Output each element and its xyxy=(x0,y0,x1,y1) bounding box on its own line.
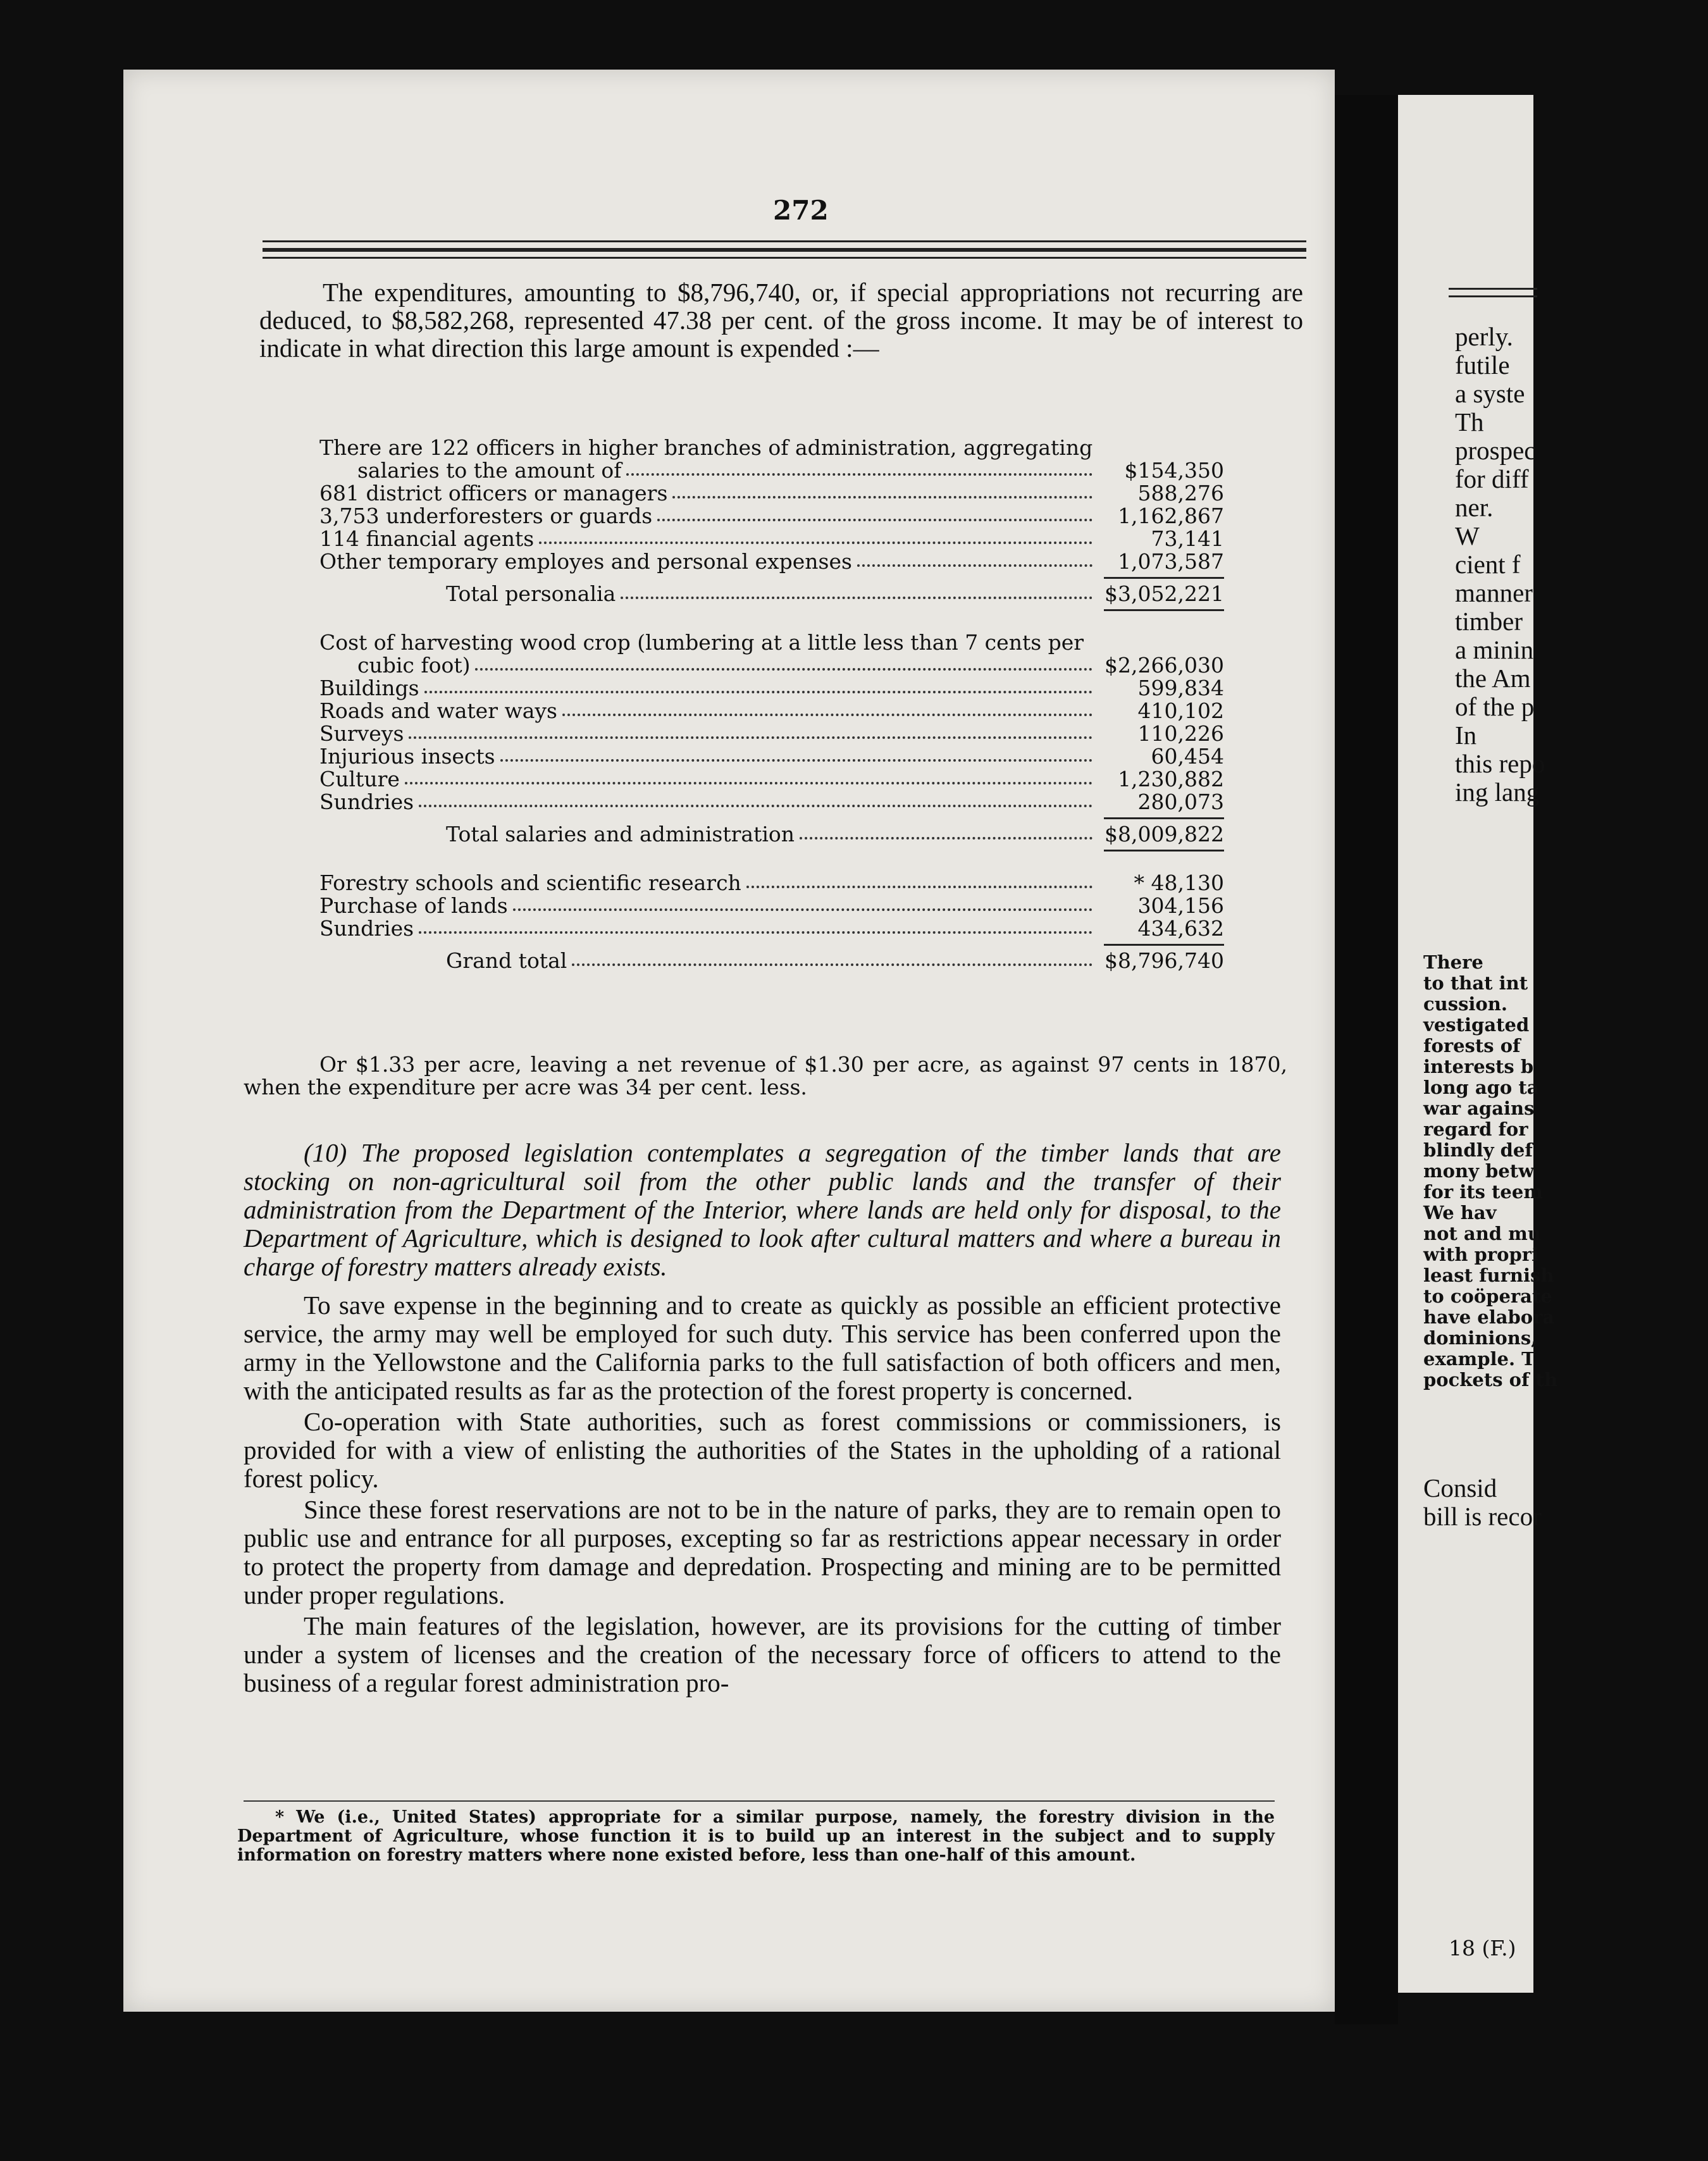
text-line: cient f xyxy=(1455,550,1521,579)
text-line: We hav xyxy=(1423,1202,1497,1223)
total-personalia-row: Total personalia $3,052,221 xyxy=(446,581,1224,606)
expenditure-table xyxy=(319,437,1224,972)
per-acre-note: Or $1.33 per acre, leaving a net revenue of $1.30 per acre, as against 97 cents in 1870, when the expenditure per acre was 34 per cent. less. xyxy=(244,1052,1287,1099)
text-line: a minin xyxy=(1455,635,1534,664)
row-value: 73,141 xyxy=(1151,526,1224,551)
table-row xyxy=(319,550,1224,573)
text-line: W xyxy=(1455,521,1480,550)
row-value: 1,162,867 xyxy=(1118,504,1224,528)
header-rule xyxy=(263,248,1306,252)
text-line: least furnish xyxy=(1423,1265,1554,1286)
text-line: the Am xyxy=(1455,664,1531,693)
text-line: ner. xyxy=(1455,493,1494,522)
text-line: vestigated xyxy=(1423,1014,1530,1036)
row-label: 681 district officers or managers xyxy=(319,481,668,505)
row-label: Sundries xyxy=(319,916,414,941)
text-line: of the p xyxy=(1455,692,1535,721)
sum-rule xyxy=(1104,609,1224,611)
table-row xyxy=(319,677,1224,700)
header-rule xyxy=(263,240,1306,242)
row-value: 1,073,587 xyxy=(1118,549,1224,574)
row-value: 110,226 xyxy=(1137,721,1224,746)
row-label: Sundries xyxy=(319,789,414,814)
text-line: futile xyxy=(1455,350,1510,380)
sum-rule xyxy=(1104,817,1224,819)
text-line: regard for xyxy=(1423,1118,1528,1140)
grand-total-row: Grand total $8,796,740 xyxy=(446,948,1224,973)
intro-paragraph: The expenditures, amounting to $8,796,740, or, if special appropriations not recurring are deduced, to $8,582,268, represented 47.38 per cent. of the gross income. It may be of interest to indicate in what direction this large amount is expended :— xyxy=(259,278,1303,362)
text-line: manner xyxy=(1455,578,1533,607)
text-line: cussion. xyxy=(1423,993,1507,1015)
row-value: 588,276 xyxy=(1137,481,1224,505)
text-line: with propri xyxy=(1423,1244,1539,1265)
text-line: prospec xyxy=(1455,436,1536,465)
row-label: Other temporary employes and personal expenses xyxy=(319,549,852,574)
text-line: Consid xyxy=(1423,1473,1497,1502)
text-line: timber xyxy=(1455,607,1523,636)
table-row xyxy=(319,437,1224,459)
text-line: example. T xyxy=(1423,1348,1535,1370)
row-label: 3,753 underforesters or guards xyxy=(319,504,653,528)
table-row xyxy=(319,700,1224,722)
footnote: * We (i.e., United States) appropriate for a similar purpose, namely, the forestry division in the Department of Agriculture, whose function it is to build up an interest in the subject and to supply information on forestry matters where none existed before, less than one-half of this amount. xyxy=(237,1807,1275,1865)
total-salaries-row: Total salaries and administration $8,009,822 xyxy=(446,822,1224,846)
text-line: In xyxy=(1455,721,1477,750)
row-label: Buildings xyxy=(319,676,419,700)
text-line: ing lang xyxy=(1455,777,1540,807)
text-line: pockets of th xyxy=(1423,1369,1558,1390)
paragraph-cooperation: Co-operation with State authorities, such as forest commissions or commissioners, is provided for with a view of enlisting the authorities of the States in the upholding of a rational forest policy. xyxy=(244,1407,1281,1493)
paragraph-10: (10) The proposed legislation contemplates a segregation of the timber lands that are stocking on non-agricultural soil from the other public lands and the transfer of their administration from the Department of the Interior, where lands are held only for disposal, to the Department of Agriculture, which is designed to look after cultural matters and where a bureau in charge of forestry matters already exists. xyxy=(244,1138,1281,1281)
row-value: 304,156 xyxy=(1137,893,1224,918)
text-line: mony betw xyxy=(1423,1160,1535,1182)
row-value: $154,350 xyxy=(1124,458,1224,483)
row-label: Purchase of lands xyxy=(319,893,508,918)
row-value: 410,102 xyxy=(1137,698,1224,723)
right-page-text xyxy=(1455,323,1708,807)
row-label: Roads and water ways xyxy=(319,698,557,723)
operations-group xyxy=(319,631,1224,814)
table-row xyxy=(319,895,1224,917)
personnel-group xyxy=(319,437,1224,573)
paragraph-since: Since these forest reservations are not to be in the nature of parks, they are to remain open to public use and entrance for all purposes, excepting so far as restrictions appear necessary in order to protect the property from damage and depredation. Prospecting and mining are to be permitted under proper regulations. xyxy=(244,1495,1281,1609)
table-row xyxy=(319,482,1224,505)
table-row xyxy=(319,745,1224,768)
table-row xyxy=(319,768,1224,791)
table-row xyxy=(319,917,1224,940)
row-value: 434,632 xyxy=(1137,916,1224,941)
table-row xyxy=(319,654,1224,677)
table-row xyxy=(319,631,1224,654)
row-label: cubic foot) xyxy=(357,653,471,678)
footnote-rule xyxy=(244,1800,1275,1802)
text-line: blindly def xyxy=(1423,1139,1533,1161)
text-line: a syste xyxy=(1455,379,1525,408)
text-line: long ago ta xyxy=(1423,1077,1539,1098)
right-page-small-text xyxy=(1423,952,1676,1390)
paragraph-main: The main features of the legislation, however, are its provisions for the cutting of timber under a system of licenses and the creation of the necessary force of officers to attend to the business of a regular forest administration pro- xyxy=(244,1611,1281,1697)
row-label: There are 122 officers in higher branches of administration, aggregating xyxy=(319,435,1093,460)
text-line: not and mu xyxy=(1423,1223,1541,1244)
right-header-rule xyxy=(1449,295,1537,297)
row-value: 280,073 xyxy=(1137,789,1224,814)
table-row xyxy=(319,459,1224,482)
text-line: this repo xyxy=(1455,749,1545,778)
text-line: to coöperate xyxy=(1423,1285,1552,1307)
text-line: to that int xyxy=(1423,972,1528,994)
page-gutter xyxy=(1335,95,1398,2024)
row-label: Surveys xyxy=(319,721,404,746)
row-label: Culture xyxy=(319,767,400,791)
row-label: salaries to the amount of xyxy=(357,458,622,483)
row-value: * 48,130 xyxy=(1134,870,1224,895)
row-label: Forestry schools and scientific research xyxy=(319,870,741,895)
page-number: 272 xyxy=(773,195,829,226)
table-row xyxy=(319,872,1224,895)
row-label: 114 financial agents xyxy=(319,526,535,551)
other-group xyxy=(319,872,1224,940)
body-text xyxy=(244,1139,1281,1700)
text-line: war agains xyxy=(1423,1098,1535,1119)
text-line: dominions, xyxy=(1423,1327,1538,1349)
text-line: forests of xyxy=(1423,1035,1521,1056)
sum-rule xyxy=(1104,577,1224,579)
signature-mark: 18 (F.) xyxy=(1449,1936,1516,1960)
text-line: for its teem xyxy=(1423,1181,1544,1203)
text-line: There xyxy=(1423,951,1483,973)
text-line: have elabora xyxy=(1423,1306,1555,1328)
text-line: perly. xyxy=(1455,322,1513,351)
table-row xyxy=(319,528,1224,550)
header-rule xyxy=(263,257,1306,259)
text-line: for diff xyxy=(1455,464,1529,493)
right-page-closing-text xyxy=(1423,1474,1676,1531)
paragraph-expense: To save expense in the beginning and to create as quickly as possible an efficient protective service, the army may well be employed for such duty. This service has been conferred upon the army in the Yellowstone and the California parks to the full satisfaction of both officers and men, with the anticipated results as far as the protection of the forest property is concerned. xyxy=(244,1291,1281,1405)
row-value: 599,834 xyxy=(1137,676,1224,700)
table-row xyxy=(319,791,1224,814)
text-line: Th xyxy=(1455,407,1484,437)
row-value: 60,454 xyxy=(1151,744,1224,769)
row-value: $2,266,030 xyxy=(1105,653,1224,678)
row-label: Injurious insects xyxy=(319,744,495,769)
text-line: bill is recor xyxy=(1423,1502,1542,1531)
sum-rule xyxy=(1104,850,1224,851)
sum-rule xyxy=(1104,944,1224,946)
row-label: Cost of harvesting wood crop (lumbering at a little less than 7 cents per xyxy=(319,630,1084,655)
right-page xyxy=(1398,95,1558,1993)
table-row xyxy=(319,722,1224,745)
row-value: 1,230,882 xyxy=(1118,767,1224,791)
table-row xyxy=(319,505,1224,528)
right-header-rule xyxy=(1449,288,1537,290)
text-line: interests b xyxy=(1423,1056,1534,1077)
